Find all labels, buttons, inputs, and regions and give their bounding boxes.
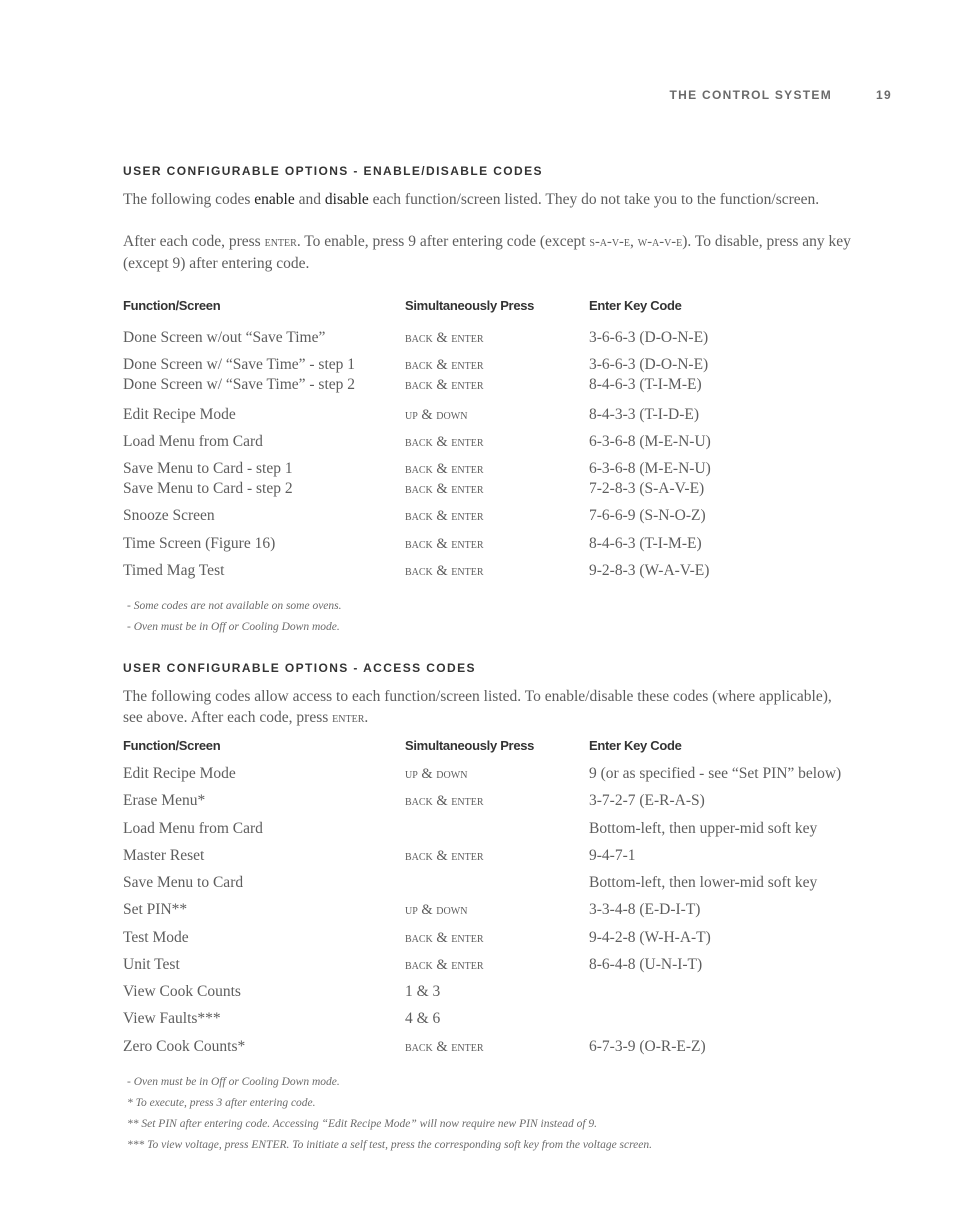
code-cell: 9-4-2-8 (W-H-A-T) [589,929,711,946]
function-cell: Load Menu from Card [123,433,263,450]
code-cell: 9 (or as specified - see “Set PIN” below) [589,765,842,782]
running-head [600,88,892,104]
code-cell: 6-7-3-9 (O-R-E-Z) [589,1038,706,1055]
code-cell: 6-3-6-8 (M-E-N-U) [589,460,711,477]
press-cell: 4 & 6 [405,1010,441,1027]
function-cell: Snooze Screen [123,507,215,524]
enter-key-name: enter [332,710,365,726]
function-cell: View Cook Counts [123,983,241,1000]
enable-disable-intro: The following codes enable and disable each function/screen listed. They do not take you to the function/screen. [123,191,820,208]
press-cell: back & enter [405,848,484,864]
press-cell: 1 & 3 [405,983,441,1000]
function-cell: Zero Cook Counts* [123,1038,246,1055]
code-cell: 3-7-2-7 (E-R-A-S) [589,792,705,809]
press-cell: back & enter [405,434,484,450]
code-cell: 8-4-6-3 (T-I-M-E) [589,535,702,552]
code-cell: 8-4-3-3 (T-I-D-E) [589,406,700,423]
press-cell: back & enter [405,377,484,393]
footnote: - Some codes are not available on some ovens. [127,600,342,612]
press-cell: back & enter [405,357,484,373]
page-number: 19 [876,88,892,102]
running-head-title: THE CONTROL SYSTEM [669,88,832,102]
press-cell: back & enter [405,461,484,477]
footnote: - Oven must be in Off or Cooling Down mode. [127,1076,340,1088]
function-cell: Edit Recipe Mode [123,765,236,782]
code-cell: 9-2-8-3 (W-A-V-E) [589,562,710,579]
function-cell: Edit Recipe Mode [123,406,236,423]
code-cell: 9-4-7-1 [589,847,636,864]
press-cell: back & enter [405,563,484,579]
press-cell: back & enter [405,793,484,809]
press-cell: up & down [405,766,468,782]
press-cell: back & enter [405,930,484,946]
column-header-press: Simultaneously Press [405,738,535,753]
code-cell: 8-6-4-8 (U-N-I-T) [589,956,703,973]
function-cell: Load Menu from Card [123,820,263,837]
column-header-function: Function/Screen [123,298,221,313]
code-cell: 7-2-8-3 (S-A-V-E) [589,480,705,497]
function-cell: Time Screen (Figure 16) [123,535,276,552]
press-cell: up & down [405,407,468,423]
function-cell: Save Menu to Card [123,874,244,891]
code-cell: 7-6-6-9 (S-N-O-Z) [589,507,706,524]
function-cell: Save Menu to Card - step 1 [123,460,293,477]
code-cell: 3-6-6-3 (D-O-N-E) [589,329,709,346]
press-cell: back & enter [405,536,484,552]
function-cell: Done Screen w/out “Save Time” [123,329,326,346]
footnote: *** To view voltage, press ENTER. To initiate a self test, press the corresponding soft key from the voltage screen. [127,1139,653,1151]
press-cell: up & down [405,902,468,918]
enable-word: enable [254,191,295,208]
enable-disable-instructions: After each code, press enter. To enable, press 9 after entering code (except s-a-v-e, w-a-v-e). To disable, press any key (except 9) after entering code. [123,233,851,272]
function-cell: Unit Test [123,956,180,973]
code-cell: Bottom-left, then lower-mid soft key [589,874,818,891]
code-cell: 8-4-6-3 (T-I-M-E) [589,376,702,393]
function-cell: Test Mode [123,929,189,946]
section-heading-enable-disable: USER CONFIGURABLE OPTIONS - ENABLE/DISABLE CODES [123,164,543,178]
function-cell: View Faults*** [123,1010,221,1027]
code-cell: 3-6-6-3 (D-O-N-E) [589,356,709,373]
footnote: - Oven must be in Off or Cooling Down mode. [127,621,340,633]
code-cell: 6-3-6-8 (M-E-N-U) [589,433,711,450]
enter-key-name: enter [264,234,297,250]
column-header-press: Simultaneously Press [405,298,535,313]
section-heading-access-codes: USER CONFIGURABLE OPTIONS - ACCESS CODES [123,661,476,675]
press-cell: back & enter [405,481,484,497]
column-header-function: Function/Screen [123,738,221,753]
column-header-code: Enter Key Code [589,738,682,753]
function-cell: Erase Menu* [123,792,206,809]
function-cell: Done Screen w/ “Save Time” - step 2 [123,376,356,393]
function-cell: Done Screen w/ “Save Time” - step 1 [123,356,356,373]
footnote: ** Set PIN after entering code. Accessing “Edit Recipe Mode” will now require new PIN instead of 9. [127,1118,598,1130]
press-cell: back & enter [405,508,484,524]
press-cell: back & enter [405,1039,484,1055]
function-cell: Save Menu to Card - step 2 [123,480,293,497]
function-cell: Set PIN** [123,901,188,918]
function-cell: Master Reset [123,847,205,864]
footnote: * To execute, press 3 after entering code. [127,1097,316,1109]
code-cell: Bottom-left, then upper-mid soft key [589,820,818,837]
code-cell: 3-3-4-8 (E-D-I-T) [589,901,701,918]
function-cell: Timed Mag Test [123,562,225,579]
disable-word: disable [324,191,369,208]
column-header-code: Enter Key Code [589,298,682,313]
access-codes-intro: The following codes allow access to each function/screen listed. To enable/disable these codes (where applicable), see above. After each code, press enter. [123,688,832,726]
press-cell: back & enter [405,330,484,346]
press-cell: back & enter [405,957,484,973]
